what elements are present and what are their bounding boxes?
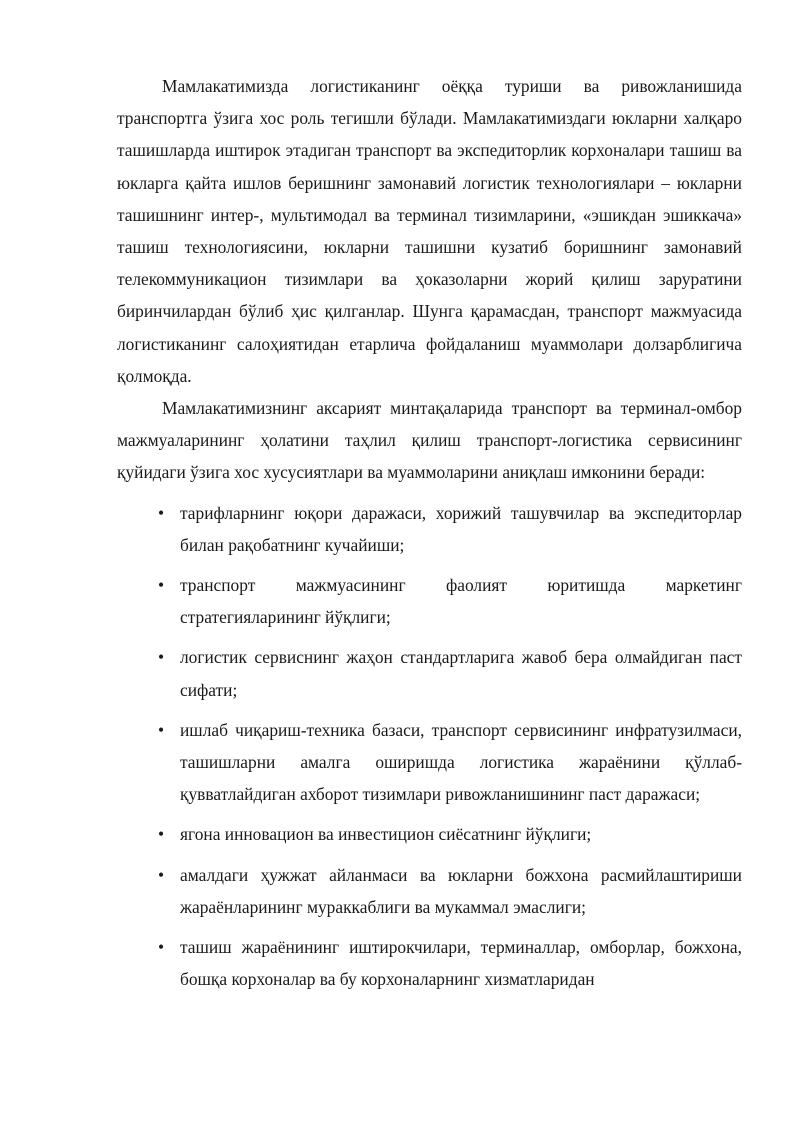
problems-list [117,497,742,996]
bullet-icon: • [158,937,165,958]
list-item-text: тарифларнинг юқори даражаси, хорижий ташувчилар ва экспедиторлар билан рақобатнинг кучайиши; [180,502,742,555]
list-item [158,931,742,995]
list-item-text: ташиш жараёнининг иштирокчилари, терминаллар, омборлар, божхона, бошқа корхоналар ва бу корхоналарнинг хизматларидан [180,937,742,990]
bullet-icon: • [158,864,165,885]
bullet-icon: • [158,575,165,596]
list-item-text: амалдаги ҳужжат айланмаси ва юкларни божхона расмийлаштириши жараёнларининг мураккаблиги ва мукаммал эмаслиги; [180,864,742,917]
bullet-icon: • [158,502,165,523]
bullet-icon: • [158,647,165,668]
paragraph-logistics-transport-role: Мамлакатимизда логистиканинг оёққа туриши ва ривожланишида транспортга ўзига хос роль тегишли бўлади. Мамлакатимиздаги юкларни халқаро ташишларда иштирок этадиган транспорт ва экспедиторлик корхоналари ташиш ва юкларга қайта ишлов беришнинг замонавий логистик технологиялари – юкларни ташишнинг интер-, мультимодал ва терминал тизимларини, «эшикдан эшиккача» ташиш технологиясини, юкларни ташишни кузатиб боришнинг замонавий телекоммуникацион тизимлари ва ҳоказоларни жорий қилиш заруратини биринчилардан бўлиб ҳис қилганлар. Шунга қарамасдан, транспорт мажмуасида логистиканинг салоҳиятидан етарлича фойдаланиш муаммолари долзарблигича қолмоқда. [117,76,742,386]
list-item [158,714,742,811]
list-item-text: ягона инновацион ва инвестицион сиёсатнинг йўқлиги; [180,824,592,845]
document-page [117,70,742,1003]
bullet-icon: • [158,824,165,845]
list-item-text: логистик сервиснинг жаҳон стандартларига жавоб бера олмайдиган паст сифати; [180,647,742,700]
list-item [158,569,742,633]
paragraph-regional-analysis: Мамлакатимизнинг аксарият минтақаларида транспорт ва терминал-омбор мажмуаларининг ҳолатини таҳлил қилиш транспорт-логистика сервисининг қуйидаги ўзига хос хусусиятлари ва муаммоларини аниқлаш имконини беради: [117,398,742,483]
list-item [158,818,742,850]
list-item-text: транспорт мажмуасининг фаолият юритишда маркетинг стратегияларининг йўқлиги; [180,575,742,628]
bullet-icon: • [158,719,165,740]
list-item [158,859,742,923]
list-item [158,497,742,561]
list-item [158,641,742,705]
list-item-text: ишлаб чиқариш-техника базаси, транспорт сервисининг инфратузилмаси, ташишларни амалга оширишда логистика жараёнини қўллаб-қувватлайдиган ахборот тизимлари ривожланишининг паст даражаси; [180,719,742,805]
